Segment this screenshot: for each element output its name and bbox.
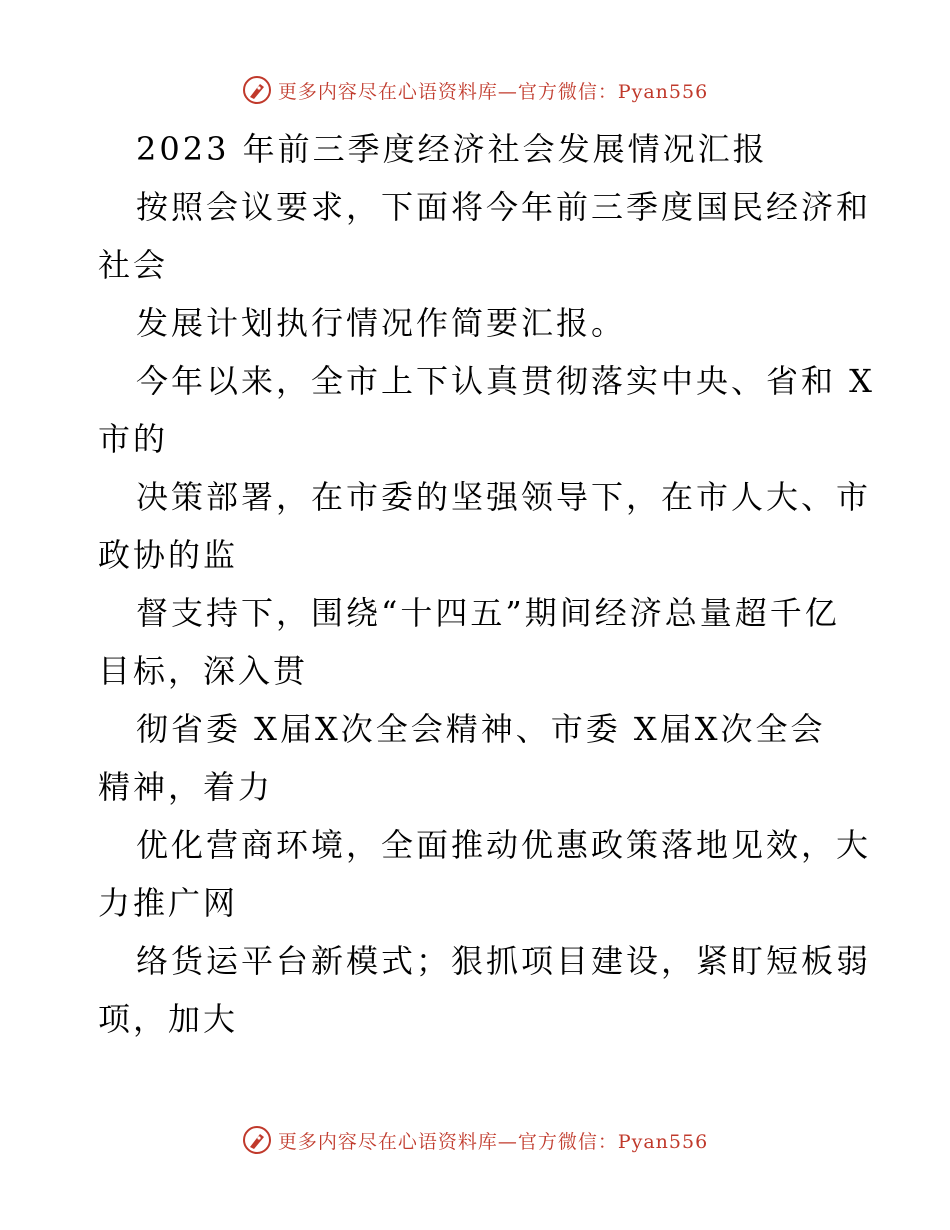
text-line: 目标，深入贯: [98, 652, 309, 690]
text-line: 精神，着力: [98, 768, 274, 806]
text-line: 督支持下，围绕“十四五”期间经济总量超千亿: [136, 594, 840, 632]
text-line: 发展计划执行情况作简要汇报。: [136, 304, 627, 342]
text-line: 项，加大: [98, 1000, 239, 1038]
text-line: 按照会议要求，下面将今年前三季度国民经济和: [136, 188, 872, 226]
watermark-text: 更多内容尽在心语资料库—官方微信：Pyan556: [277, 1130, 709, 1153]
text-line: 决策部署，在市委的坚强领导下，在市人大、市: [136, 478, 872, 516]
footer-watermark: [0, 1120, 950, 1160]
text-line: 社会: [98, 246, 169, 284]
text-line: 2023 年前三季度经济社会发展情况汇报: [136, 130, 768, 168]
text-line: 政协的监: [98, 536, 239, 574]
text-line: 络货运平台新模式；狠抓项目建设，紧盯短板弱: [136, 942, 872, 980]
text-line: 市的: [98, 420, 169, 458]
document-body: [98, 120, 875, 1048]
text-line: 彻省委 X届X次全会精神、市委 X届X次全会: [136, 710, 826, 748]
pen-nib-logo-icon: [242, 75, 272, 105]
watermark-text: 更多内容尽在心语资料库—官方微信：Pyan556: [277, 80, 709, 103]
text-line: 力推广网: [98, 884, 239, 922]
text-line: 今年以来，全市上下认真贯彻落实中央、省和 X: [136, 362, 875, 400]
pen-nib-logo-icon: [242, 1125, 272, 1155]
text-line: 优化营商环境，全面推动优惠政策落地见效，大: [136, 826, 872, 864]
header-watermark: [0, 70, 950, 110]
